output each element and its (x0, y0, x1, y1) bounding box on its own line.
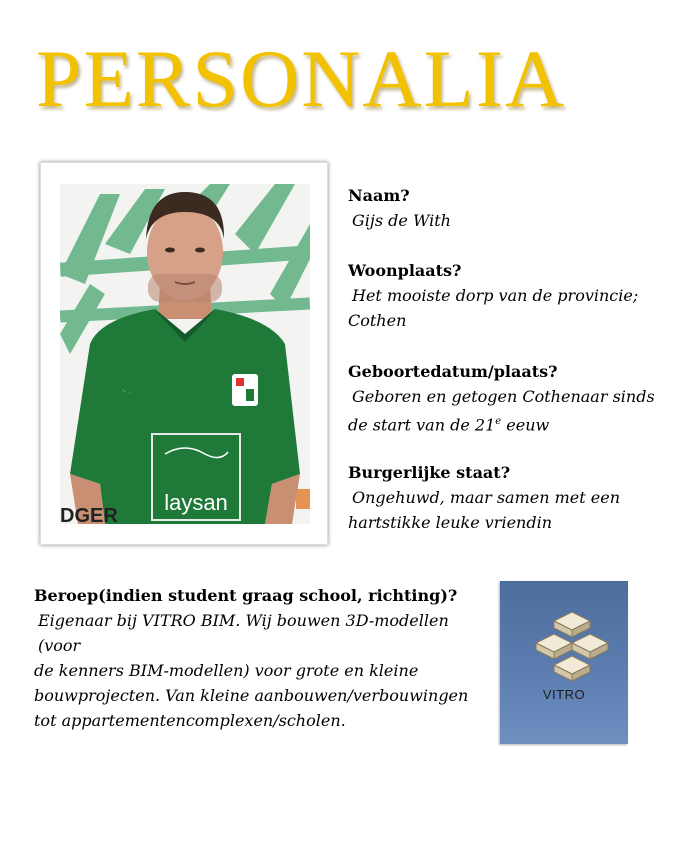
answer-text: eeuw (501, 415, 550, 435)
field-beroep (34, 584, 484, 733)
vitro-logo (500, 581, 628, 744)
field-naam-question: Naam? (348, 186, 410, 205)
answer-text: de start van de 21 (348, 415, 496, 435)
vitro-logo-text: VITRO (542, 687, 586, 702)
field-naam-answer: Gijs de With (352, 211, 451, 230)
field-woonplaats-answer-line: Cothen (348, 311, 407, 330)
vitro-cubes-icon (500, 581, 628, 744)
field-beroep-answer-line: bouwprojecten. Van kleine aanbouwen/verbouwingen (34, 686, 469, 705)
field-geboortedatum-question: Geboortedatum/plaats? (348, 362, 558, 381)
field-burgerlijke-staat-answer-line: hartstikke leuke vriendin (348, 513, 553, 532)
field-burgerlijke-staat (348, 461, 658, 535)
field-geboortedatum-answer-line: Geboren en getogen Cothenaar sinds (352, 387, 655, 406)
shirt-sponsor-text: laysan (164, 490, 228, 515)
field-woonplaats-answer-line: Het mooiste dorp van de provincie; (352, 286, 639, 305)
photo-background-text: DGER (60, 505, 118, 524)
field-burgerlijke-staat-answer-line: Ongehuwd, maar samen met een (352, 488, 621, 507)
ordinal-superscript: e (495, 416, 502, 427)
field-naam (348, 184, 658, 233)
player-photo (40, 162, 328, 545)
field-beroep-answer-line: tot appartementencomplexen/scholen. (34, 711, 346, 730)
field-beroep-question: Beroep(indien student graag school, richting)? (34, 586, 458, 605)
page-title: PERSONALIA (36, 33, 567, 124)
field-burgerlijke-staat-question: Burgerlijke staat? (348, 463, 511, 482)
field-geboortedatum (348, 360, 658, 437)
field-beroep-answer-line: de kenners BIM-modellen) voor grote en kleine (34, 661, 419, 680)
field-beroep-answer-line: Eigenaar bij VITRO BIM. Wij bouwen 3D-modellen (voor (38, 611, 449, 655)
field-woonplaats-question: Woonplaats? (348, 261, 462, 280)
player-photo-image (60, 184, 310, 524)
field-woonplaats (348, 259, 658, 333)
field-geboortedatum-answer-line (348, 409, 658, 437)
